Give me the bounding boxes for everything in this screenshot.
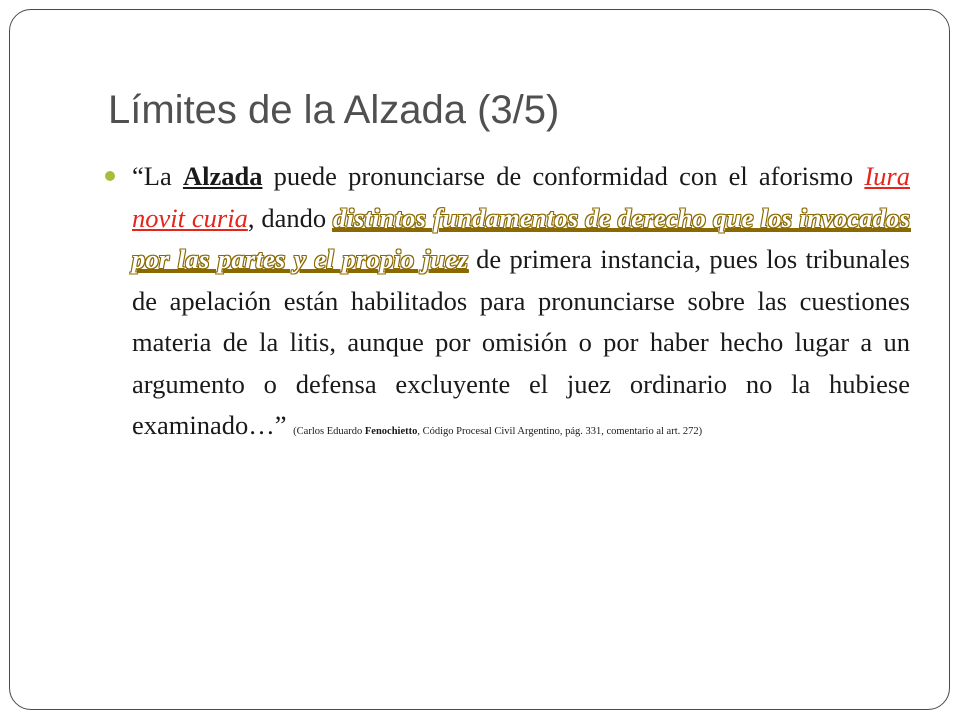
citation: [293, 426, 702, 437]
term-iura-novit-curia: Iura novit curia: [132, 161, 910, 233]
bullet-text: [132, 156, 910, 447]
body-text-1: puede pronunciarse de conformidad con el aforismo: [262, 161, 865, 191]
quote-open-text: “La: [132, 161, 183, 191]
citation-author: Fenochietto: [364, 426, 418, 437]
term-alzada: Alzada: [182, 161, 263, 191]
bullet-item: [105, 156, 910, 447]
body-text-3: de primera instancia, pues los tribunales de apelación están habilitados para pronunciarse sobre las cuestiones materia de la litis, aunque por omisión o por haber hecho lugar a un argumento o defensa excluyente el juez ordinario no la hubiese examinado…”: [132, 244, 910, 440]
slide-title: Límites de la Alzada (3/5): [108, 88, 560, 132]
citation-rest: , Código Procesal Civil Argentino, pág. 331, comentario al art. 272): [417, 426, 703, 437]
term-distintos-fundamentos: distintos fundamentos de derecho que los invocados por las partes y el propio juez: [132, 202, 910, 274]
bullet-dot-icon: [105, 171, 115, 181]
citation-open: (Carlos Eduardo: [293, 426, 365, 437]
body-text-2: , dando: [247, 202, 334, 233]
